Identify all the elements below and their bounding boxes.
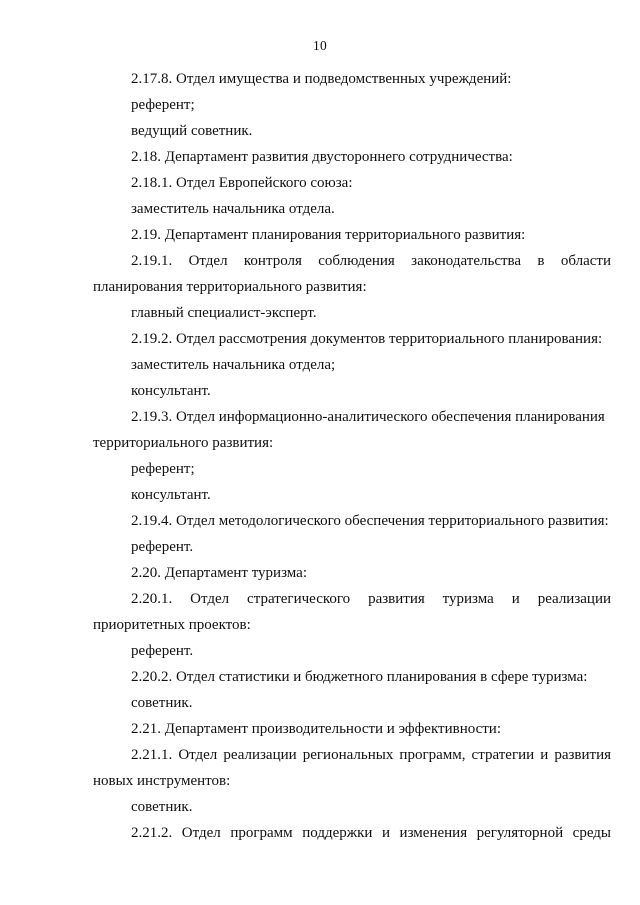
text-line: приоритетных проектов:	[93, 617, 251, 633]
text-line: новых инструментов:	[93, 773, 231, 789]
page-number: 10	[313, 38, 327, 53]
text-line: 2.21.1. Отдел реализации региональных программ, стратегии и развития	[131, 747, 611, 763]
text-line: 2.20.1. Отдел стратегического развития туризма и реализации	[131, 591, 611, 607]
text-line: планирования территориального развития:	[93, 279, 367, 295]
text-line: 2.20.2. Отдел статистики и бюджетного планирования в сфере туризма:	[131, 669, 588, 685]
text-line: референт.	[131, 643, 194, 659]
text-line: заместитель начальника отдела.	[131, 201, 335, 217]
text-line: 2.19.4. Отдел методологического обеспечения территориального развития:	[131, 513, 609, 529]
text-line: территориального развития:	[93, 435, 274, 451]
text-line: консультант.	[131, 383, 211, 399]
document-body	[93, 66, 611, 846]
text-line: 2.21.2. Отдел программ поддержки и изменения регуляторной среды	[131, 825, 611, 841]
text-line: заместитель начальника отдела;	[131, 357, 336, 373]
text-line: референт.	[131, 539, 194, 555]
text-line: 2.19.3. Отдел информационно-аналитического обеспечения планирования	[131, 409, 605, 425]
text-line: 2.19.1. Отдел контроля соблюдения законодательства в области	[131, 253, 611, 269]
text-line: консультант.	[131, 487, 211, 503]
text-line: референт;	[131, 461, 195, 477]
text-line: 2.19.2. Отдел рассмотрения документов территориального планирования:	[131, 331, 603, 347]
text-line: 2.19. Департамент планирования территориального развития:	[131, 227, 526, 243]
text-line: 2.20. Департамент туризма:	[131, 565, 308, 581]
text-line: 2.17.8. Отдел имущества и подведомственных учреждений:	[131, 71, 512, 87]
text-line: 2.18. Департамент развития двустороннего сотрудничества:	[131, 149, 513, 165]
text-line: советник.	[131, 799, 193, 815]
text-line: 2.18.1. Отдел Европейского союза:	[131, 175, 353, 191]
text-line: ведущий советник.	[131, 123, 253, 139]
text-line: 2.21. Департамент производительности и эффективности:	[131, 721, 502, 737]
text-line: главный специалист-эксперт.	[131, 305, 317, 321]
text-line: советник.	[131, 695, 193, 711]
text-line: референт;	[131, 97, 195, 113]
